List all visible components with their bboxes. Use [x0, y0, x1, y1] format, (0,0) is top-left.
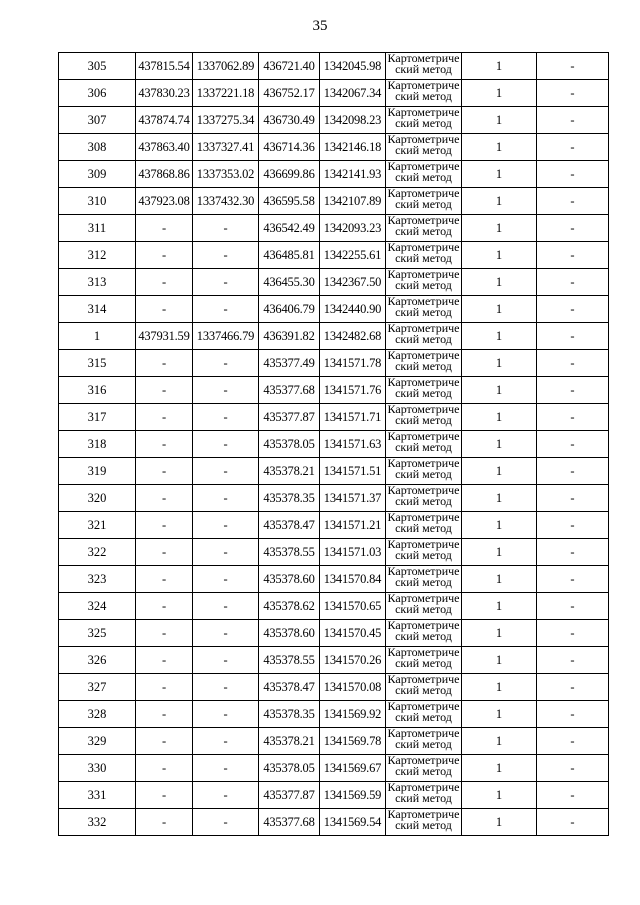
method-text: Картометрический метод: [387, 161, 460, 184]
cell-accuracy: 1: [462, 674, 537, 701]
cell-point-number: 306: [59, 80, 136, 107]
cell-method: [386, 53, 462, 80]
cell-description: -: [537, 728, 609, 755]
method-text: Картометрический метод: [387, 323, 460, 346]
method-text: Картометрический метод: [387, 512, 460, 535]
table-row: [59, 539, 609, 566]
cell-x-new: 436542.49: [259, 215, 320, 242]
cell-point-number: 332: [59, 809, 136, 836]
cell-x-new: 435378.47: [259, 674, 320, 701]
method-text: Картометрический метод: [387, 215, 460, 238]
cell-y-old: 1337062.89: [193, 53, 259, 80]
cell-description: -: [537, 512, 609, 539]
cell-description: -: [537, 755, 609, 782]
cell-x-new: 436714.36: [259, 134, 320, 161]
cell-point-number: 313: [59, 269, 136, 296]
cell-description: -: [537, 674, 609, 701]
cell-description: -: [537, 53, 609, 80]
cell-accuracy: 1: [462, 728, 537, 755]
cell-y-old: -: [193, 512, 259, 539]
cell-method: [386, 80, 462, 107]
cell-accuracy: 1: [462, 809, 537, 836]
cell-method: [386, 431, 462, 458]
cell-y-old: -: [193, 458, 259, 485]
cell-point-number: 324: [59, 593, 136, 620]
cell-x-old: 437931.59: [136, 323, 193, 350]
cell-y-old: 1337221.18: [193, 80, 259, 107]
cell-point-number: 311: [59, 215, 136, 242]
cell-x-old: -: [136, 215, 193, 242]
cell-accuracy: 1: [462, 53, 537, 80]
cell-x-new: 435378.35: [259, 485, 320, 512]
table-row: [59, 620, 609, 647]
cell-x-old: -: [136, 242, 193, 269]
cell-y-new: 1341569.59: [320, 782, 386, 809]
cell-description: -: [537, 485, 609, 512]
cell-accuracy: 1: [462, 755, 537, 782]
table-row: [59, 485, 609, 512]
table-row: [59, 701, 609, 728]
cell-x-old: -: [136, 782, 193, 809]
cell-point-number: 331: [59, 782, 136, 809]
cell-y-old: -: [193, 593, 259, 620]
cell-y-old: -: [193, 485, 259, 512]
cell-method: [386, 269, 462, 296]
cell-description: -: [537, 593, 609, 620]
cell-x-old: -: [136, 485, 193, 512]
cell-method: [386, 323, 462, 350]
cell-y-new: 1341570.84: [320, 566, 386, 593]
cell-x-old: 437815.54: [136, 53, 193, 80]
cell-method: [386, 620, 462, 647]
cell-method: [386, 566, 462, 593]
cell-x-old: -: [136, 296, 193, 323]
cell-y-old: -: [193, 215, 259, 242]
cell-y-new: 1341571.51: [320, 458, 386, 485]
cell-point-number: 330: [59, 755, 136, 782]
table-row: [59, 53, 609, 80]
table-row: [59, 755, 609, 782]
cell-y-old: -: [193, 674, 259, 701]
cell-y-new: 1342107.89: [320, 188, 386, 215]
table-row: [59, 782, 609, 809]
cell-description: -: [537, 215, 609, 242]
cell-y-new: 1341569.92: [320, 701, 386, 728]
method-text: Картометрический метод: [387, 188, 460, 211]
cell-accuracy: 1: [462, 215, 537, 242]
cell-x-new: 435378.21: [259, 458, 320, 485]
cell-y-new: 1342141.93: [320, 161, 386, 188]
table-row: [59, 161, 609, 188]
cell-x-new: 436595.58: [259, 188, 320, 215]
method-text: Картометрический метод: [387, 431, 460, 454]
method-text: Картометрический метод: [387, 80, 460, 103]
cell-x-new: 435377.68: [259, 377, 320, 404]
cell-description: -: [537, 134, 609, 161]
method-text: Картометрический метод: [387, 701, 460, 724]
cell-x-new: 436391.82: [259, 323, 320, 350]
cell-point-number: 326: [59, 647, 136, 674]
table-body: [59, 53, 609, 836]
method-text: Картометрический метод: [387, 809, 460, 832]
table-row: [59, 809, 609, 836]
cell-y-old: -: [193, 647, 259, 674]
cell-x-old: 437863.40: [136, 134, 193, 161]
cell-accuracy: 1: [462, 593, 537, 620]
cell-y-new: 1341571.21: [320, 512, 386, 539]
cell-x-new: 436699.86: [259, 161, 320, 188]
cell-y-new: 1342440.90: [320, 296, 386, 323]
cell-method: [386, 674, 462, 701]
cell-x-new: 435378.60: [259, 566, 320, 593]
table-row: [59, 80, 609, 107]
cell-accuracy: 1: [462, 458, 537, 485]
cell-method: [386, 647, 462, 674]
cell-x-new: 435378.05: [259, 431, 320, 458]
cell-y-old: 1337466.79: [193, 323, 259, 350]
cell-accuracy: 1: [462, 539, 537, 566]
cell-point-number: 308: [59, 134, 136, 161]
cell-x-old: -: [136, 458, 193, 485]
cell-x-old: -: [136, 512, 193, 539]
cell-y-new: 1341570.65: [320, 593, 386, 620]
cell-x-new: 435378.05: [259, 755, 320, 782]
method-text: Картометрический метод: [387, 377, 460, 400]
cell-accuracy: 1: [462, 188, 537, 215]
cell-method: [386, 485, 462, 512]
method-text: Картометрический метод: [387, 485, 460, 508]
cell-y-new: 1342045.98: [320, 53, 386, 80]
table-row: [59, 728, 609, 755]
table-row: [59, 674, 609, 701]
cell-y-old: -: [193, 728, 259, 755]
cell-description: -: [537, 350, 609, 377]
cell-method: [386, 512, 462, 539]
cell-accuracy: 1: [462, 782, 537, 809]
cell-accuracy: 1: [462, 485, 537, 512]
cell-x-old: -: [136, 593, 193, 620]
cell-accuracy: 1: [462, 269, 537, 296]
table-row: [59, 296, 609, 323]
cell-x-new: 435378.55: [259, 647, 320, 674]
cell-point-number: 312: [59, 242, 136, 269]
cell-y-old: 1337432.30: [193, 188, 259, 215]
cell-accuracy: 1: [462, 350, 537, 377]
table-row: [59, 242, 609, 269]
cell-accuracy: 1: [462, 134, 537, 161]
cell-method: [386, 161, 462, 188]
cell-y-old: -: [193, 620, 259, 647]
method-text: Картометрический метод: [387, 269, 460, 292]
cell-x-old: -: [136, 755, 193, 782]
cell-accuracy: 1: [462, 431, 537, 458]
cell-x-old: -: [136, 404, 193, 431]
cell-accuracy: 1: [462, 647, 537, 674]
cell-x-new: 436485.81: [259, 242, 320, 269]
cell-y-old: -: [193, 809, 259, 836]
cell-y-old: -: [193, 539, 259, 566]
cell-point-number: 309: [59, 161, 136, 188]
method-text: Картометрический метод: [387, 755, 460, 778]
cell-y-old: -: [193, 350, 259, 377]
cell-x-old: -: [136, 431, 193, 458]
cell-accuracy: 1: [462, 701, 537, 728]
cell-point-number: 328: [59, 701, 136, 728]
cell-method: [386, 134, 462, 161]
cell-y-new: 1341571.03: [320, 539, 386, 566]
cell-x-old: -: [136, 647, 193, 674]
cell-method: [386, 215, 462, 242]
cell-accuracy: 1: [462, 512, 537, 539]
cell-y-old: -: [193, 782, 259, 809]
method-text: Картометрический метод: [387, 593, 460, 616]
cell-description: -: [537, 647, 609, 674]
cell-x-old: -: [136, 728, 193, 755]
cell-y-new: 1341570.08: [320, 674, 386, 701]
method-text: Картометрический метод: [387, 107, 460, 130]
table-row: [59, 215, 609, 242]
table-row: [59, 431, 609, 458]
cell-description: -: [537, 107, 609, 134]
method-text: Картометрический метод: [387, 566, 460, 589]
method-text: Картометрический метод: [387, 458, 460, 481]
cell-point-number: 322: [59, 539, 136, 566]
cell-x-new: 435378.35: [259, 701, 320, 728]
cell-accuracy: 1: [462, 296, 537, 323]
coordinates-table: [58, 52, 609, 836]
cell-x-old: -: [136, 620, 193, 647]
cell-x-old: -: [136, 269, 193, 296]
cell-method: [386, 350, 462, 377]
cell-method: [386, 242, 462, 269]
cell-y-new: 1341569.67: [320, 755, 386, 782]
cell-y-new: 1341570.45: [320, 620, 386, 647]
table-row: [59, 350, 609, 377]
page-number: 35: [312, 18, 328, 34]
cell-y-old: -: [193, 431, 259, 458]
cell-point-number: 314: [59, 296, 136, 323]
cell-y-old: -: [193, 404, 259, 431]
method-text: Картометрический метод: [387, 296, 460, 319]
cell-accuracy: 1: [462, 323, 537, 350]
cell-method: [386, 296, 462, 323]
cell-x-new: 436406.79: [259, 296, 320, 323]
table-row: [59, 512, 609, 539]
cell-y-old: 1337275.34: [193, 107, 259, 134]
cell-method: [386, 404, 462, 431]
cell-description: -: [537, 161, 609, 188]
cell-description: -: [537, 80, 609, 107]
cell-y-new: 1342146.18: [320, 134, 386, 161]
cell-method: [386, 107, 462, 134]
cell-method: [386, 782, 462, 809]
cell-y-new: 1341571.76: [320, 377, 386, 404]
cell-y-new: 1341570.26: [320, 647, 386, 674]
cell-y-old: -: [193, 377, 259, 404]
cell-x-new: 435378.62: [259, 593, 320, 620]
cell-y-new: 1342367.50: [320, 269, 386, 296]
cell-description: -: [537, 269, 609, 296]
method-text: Картометрический метод: [387, 539, 460, 562]
cell-description: -: [537, 701, 609, 728]
table-row: [59, 323, 609, 350]
cell-accuracy: 1: [462, 620, 537, 647]
cell-accuracy: 1: [462, 404, 537, 431]
cell-description: -: [537, 296, 609, 323]
cell-y-new: 1341571.78: [320, 350, 386, 377]
cell-y-new: 1342067.34: [320, 80, 386, 107]
cell-point-number: 1: [59, 323, 136, 350]
cell-accuracy: 1: [462, 80, 537, 107]
table-row: [59, 188, 609, 215]
cell-y-new: 1341569.54: [320, 809, 386, 836]
cell-method: [386, 458, 462, 485]
cell-x-new: 436752.17: [259, 80, 320, 107]
table-row: [59, 458, 609, 485]
table-row: [59, 404, 609, 431]
cell-description: -: [537, 377, 609, 404]
cell-point-number: 315: [59, 350, 136, 377]
cell-point-number: 318: [59, 431, 136, 458]
cell-point-number: 323: [59, 566, 136, 593]
cell-point-number: 316: [59, 377, 136, 404]
cell-point-number: 327: [59, 674, 136, 701]
cell-x-new: 435378.55: [259, 539, 320, 566]
cell-description: -: [537, 782, 609, 809]
cell-method: [386, 755, 462, 782]
cell-point-number: 319: [59, 458, 136, 485]
cell-y-old: -: [193, 296, 259, 323]
cell-point-number: 329: [59, 728, 136, 755]
cell-x-old: -: [136, 377, 193, 404]
cell-accuracy: 1: [462, 161, 537, 188]
method-text: Картометрический метод: [387, 53, 460, 76]
cell-x-old: -: [136, 809, 193, 836]
cell-description: -: [537, 323, 609, 350]
method-text: Картометрический метод: [387, 404, 460, 427]
cell-point-number: 320: [59, 485, 136, 512]
cell-description: -: [537, 809, 609, 836]
cell-method: [386, 593, 462, 620]
cell-y-old: -: [193, 701, 259, 728]
cell-x-old: 437874.74: [136, 107, 193, 134]
cell-method: [386, 728, 462, 755]
cell-description: -: [537, 404, 609, 431]
cell-x-old: 437868.86: [136, 161, 193, 188]
method-text: Картометрический метод: [387, 350, 460, 373]
cell-method: [386, 809, 462, 836]
cell-y-old: 1337327.41: [193, 134, 259, 161]
cell-y-old: 1337353.02: [193, 161, 259, 188]
cell-description: -: [537, 620, 609, 647]
cell-x-new: 435377.68: [259, 809, 320, 836]
cell-x-old: 437923.08: [136, 188, 193, 215]
cell-description: -: [537, 431, 609, 458]
method-text: Картометрический метод: [387, 242, 460, 265]
table-row: [59, 134, 609, 161]
cell-x-new: 435377.87: [259, 404, 320, 431]
cell-description: -: [537, 566, 609, 593]
cell-x-old: -: [136, 539, 193, 566]
cell-y-new: 1341569.78: [320, 728, 386, 755]
cell-y-new: 1342098.23: [320, 107, 386, 134]
cell-description: -: [537, 188, 609, 215]
method-text: Картометрический метод: [387, 728, 460, 751]
cell-point-number: 310: [59, 188, 136, 215]
cell-y-old: -: [193, 242, 259, 269]
cell-x-new: 436455.30: [259, 269, 320, 296]
cell-x-old: 437830.23: [136, 80, 193, 107]
cell-y-new: 1341571.37: [320, 485, 386, 512]
cell-accuracy: 1: [462, 566, 537, 593]
cell-x-new: 435377.49: [259, 350, 320, 377]
cell-method: [386, 188, 462, 215]
cell-y-new: 1342093.23: [320, 215, 386, 242]
cell-y-new: 1341571.71: [320, 404, 386, 431]
cell-description: -: [537, 242, 609, 269]
table-row: [59, 269, 609, 296]
table-row: [59, 566, 609, 593]
cell-x-new: 435378.60: [259, 620, 320, 647]
cell-y-new: 1342482.68: [320, 323, 386, 350]
cell-accuracy: 1: [462, 377, 537, 404]
cell-y-new: 1341571.63: [320, 431, 386, 458]
cell-x-old: -: [136, 350, 193, 377]
table-row: [59, 377, 609, 404]
method-text: Картометрический метод: [387, 620, 460, 643]
cell-y-old: -: [193, 755, 259, 782]
cell-method: [386, 377, 462, 404]
cell-y-old: -: [193, 566, 259, 593]
cell-method: [386, 539, 462, 566]
cell-point-number: 321: [59, 512, 136, 539]
method-text: Картометрический метод: [387, 782, 460, 805]
cell-description: -: [537, 539, 609, 566]
table-row: [59, 647, 609, 674]
cell-point-number: 325: [59, 620, 136, 647]
cell-description: -: [537, 458, 609, 485]
table-row: [59, 107, 609, 134]
cell-method: [386, 701, 462, 728]
cell-x-new: 436730.49: [259, 107, 320, 134]
cell-accuracy: 1: [462, 242, 537, 269]
cell-x-new: 435378.21: [259, 728, 320, 755]
method-text: Картометрический метод: [387, 674, 460, 697]
cell-point-number: 305: [59, 53, 136, 80]
cell-x-new: 435378.47: [259, 512, 320, 539]
cell-point-number: 317: [59, 404, 136, 431]
cell-y-new: 1342255.61: [320, 242, 386, 269]
table-row: [59, 593, 609, 620]
cell-x-old: -: [136, 674, 193, 701]
cell-point-number: 307: [59, 107, 136, 134]
method-text: Картометрический метод: [387, 134, 460, 157]
cell-x-new: 436721.40: [259, 53, 320, 80]
cell-y-old: -: [193, 269, 259, 296]
cell-x-old: -: [136, 701, 193, 728]
cell-accuracy: 1: [462, 107, 537, 134]
method-text: Картометрический метод: [387, 647, 460, 670]
cell-x-old: -: [136, 566, 193, 593]
cell-x-new: 435377.87: [259, 782, 320, 809]
